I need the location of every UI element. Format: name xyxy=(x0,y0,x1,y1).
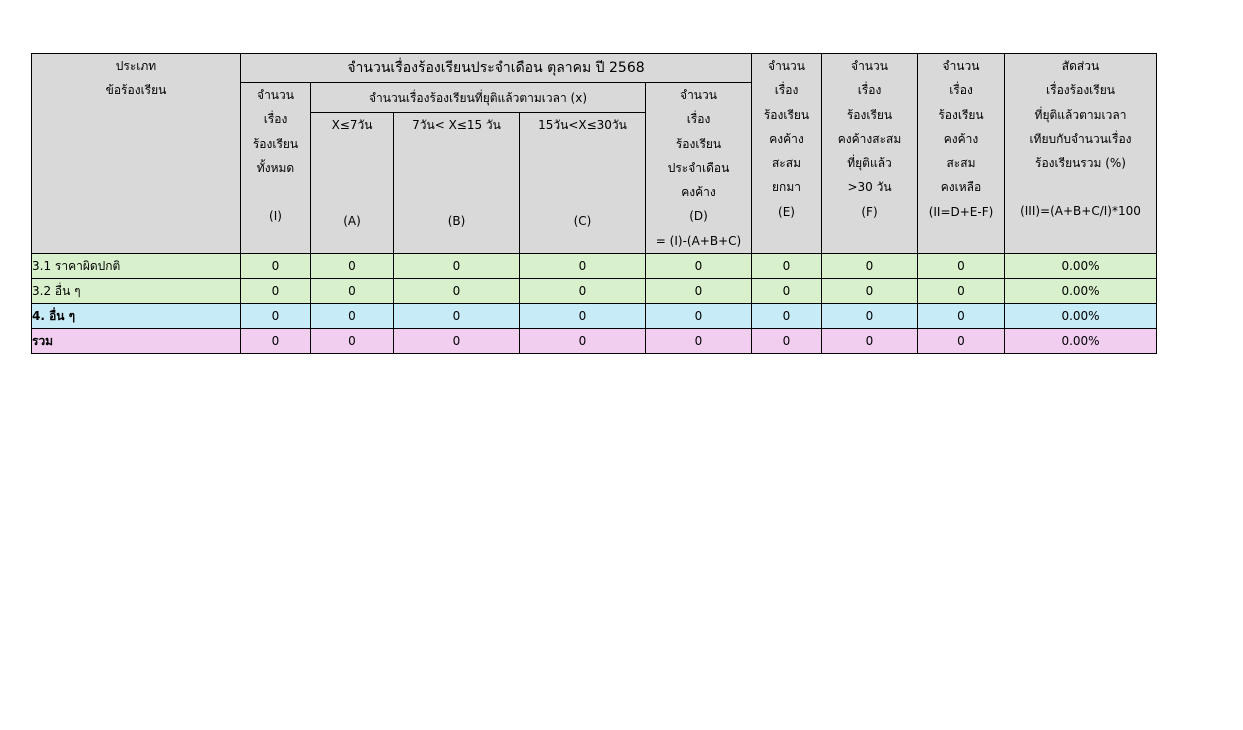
row-label: 3.1 ราคาผิดปกติ xyxy=(32,254,241,279)
monthly-complaints-title: จำนวนเรื่องร้องเรียนประจำเดือน ตุลาคม ปี 2568 xyxy=(241,54,752,83)
cell-a: 0 xyxy=(311,329,394,354)
cell-e: 0 xyxy=(752,279,822,304)
cell-d: 0 xyxy=(646,254,752,279)
cell-d: 0 xyxy=(646,279,752,304)
cell-ii: 0 xyxy=(918,254,1005,279)
cell-a: 0 xyxy=(311,254,394,279)
col-iii-header: สัดส่วน เรื่องร้องเรียน ที่ยุติแล้วตามเวลา เทียบกับจำนวนเรื่อง ร้องเรียนรวม (%) (III)=(A+B+C/I)*100 xyxy=(1005,54,1157,254)
cell-iii: 0.00% xyxy=(1005,254,1157,279)
col-total-header: จำนวน เรื่อง ร้องเรียน ทั้งหมด (I) xyxy=(241,83,311,254)
cell-d: 0 xyxy=(646,329,752,354)
cell-total: 0 xyxy=(241,304,311,329)
col-c-header: 15วัน<X≤30วัน (C) xyxy=(520,113,646,254)
cell-ii: 0 xyxy=(918,279,1005,304)
cell-f: 0 xyxy=(822,329,918,354)
col-f-header: จำนวน เรื่อง ร้องเรียน คงค้างสะสม ที่ยุติแล้ว >30 วัน (F) xyxy=(822,54,918,254)
cell-a: 0 xyxy=(311,304,394,329)
cell-b: 0 xyxy=(394,279,520,304)
row-label: 3.2 อื่น ๆ xyxy=(32,279,241,304)
cell-ii: 0 xyxy=(918,329,1005,354)
cell-total: 0 xyxy=(241,329,311,354)
cell-c: 0 xyxy=(520,329,646,354)
col-ii-header: จำนวน เรื่อง ร้องเรียน คงค้าง สะสม คงเหลือ (II=D+E-F) xyxy=(918,54,1005,254)
col-e-header: จำนวน เรื่อง ร้องเรียน คงค้าง สะสม ยกมา (E) xyxy=(752,54,822,254)
cell-iii: 0.00% xyxy=(1005,279,1157,304)
cell-total: 0 xyxy=(241,254,311,279)
table-row xyxy=(32,279,1157,304)
cell-c: 0 xyxy=(520,304,646,329)
cell-b: 0 xyxy=(394,304,520,329)
cell-ii: 0 xyxy=(918,304,1005,329)
cell-b: 0 xyxy=(394,329,520,354)
row-label: รวม xyxy=(32,329,241,354)
resolved-group-header: จำนวนเรื่องร้องเรียนที่ยุติแล้วตามเวลา (x) xyxy=(311,83,646,113)
cell-iii: 0.00% xyxy=(1005,329,1157,354)
cell-c: 0 xyxy=(520,254,646,279)
cell-f: 0 xyxy=(822,304,918,329)
cell-f: 0 xyxy=(822,254,918,279)
cell-iii: 0.00% xyxy=(1005,304,1157,329)
cell-c: 0 xyxy=(520,279,646,304)
cell-a: 0 xyxy=(311,279,394,304)
complaint-report-table xyxy=(31,53,1157,354)
col-a-header: X≤7วัน (A) xyxy=(311,113,394,254)
table-row xyxy=(32,304,1157,329)
cell-e: 0 xyxy=(752,304,822,329)
cell-e: 0 xyxy=(752,254,822,279)
col-d-header: จำนวน เรื่อง ร้องเรียน ประจำเดือน คงค้าง (D) = (I)-(A+B+C) xyxy=(646,83,752,254)
row-label: 4. อื่น ๆ xyxy=(32,304,241,329)
cell-b: 0 xyxy=(394,254,520,279)
cell-e: 0 xyxy=(752,329,822,354)
cell-f: 0 xyxy=(822,279,918,304)
table-row xyxy=(32,254,1157,279)
col-b-header: 7วัน< X≤15 วัน (B) xyxy=(394,113,520,254)
complaint-type-header: ประเภท ข้อร้องเรียน xyxy=(32,54,241,254)
cell-d: 0 xyxy=(646,304,752,329)
table-row-total xyxy=(32,329,1157,354)
cell-total: 0 xyxy=(241,279,311,304)
